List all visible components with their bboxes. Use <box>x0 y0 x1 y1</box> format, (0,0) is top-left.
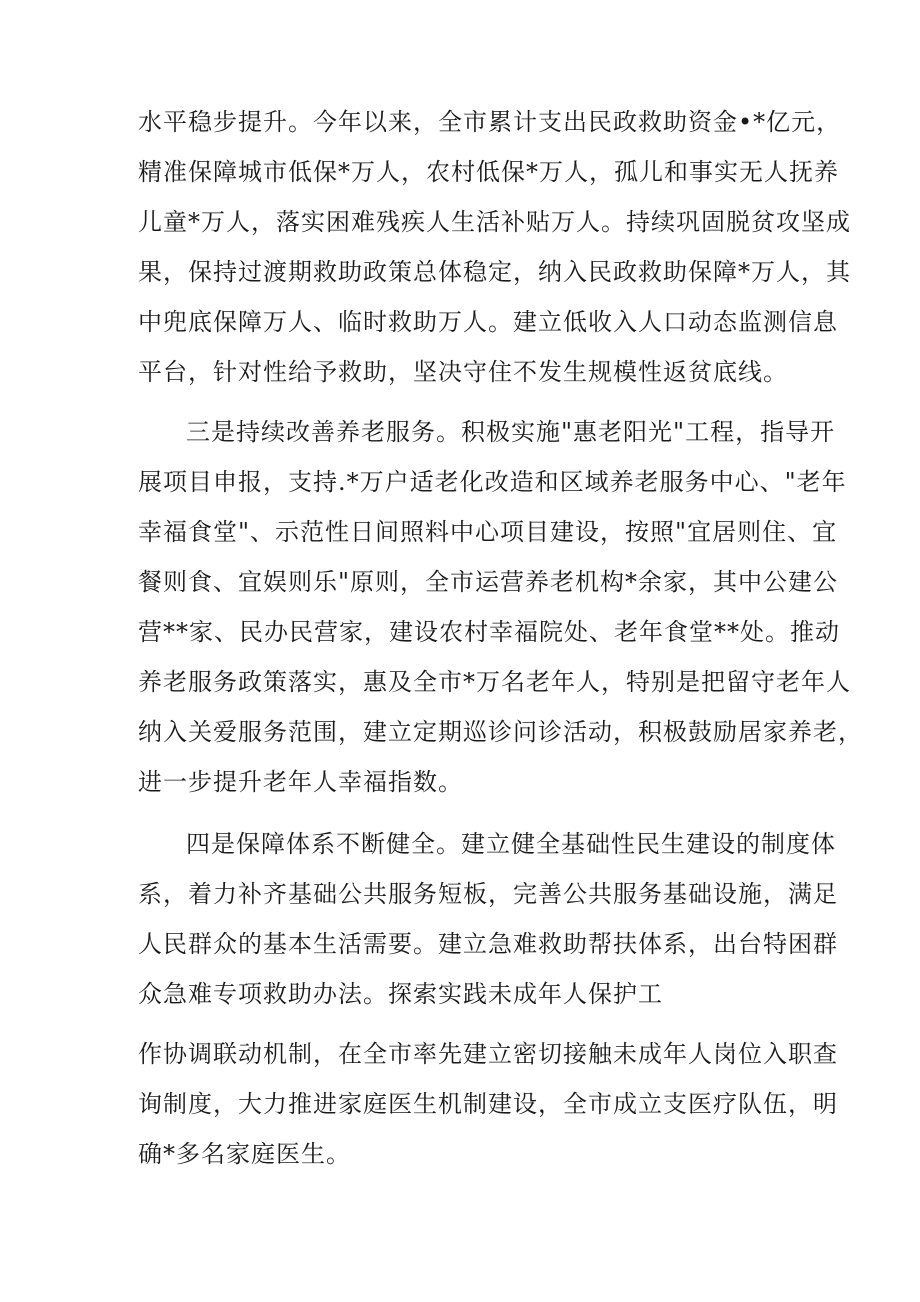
paragraph-2-line-7: 纳入关爱服务范围，建立定期巡诊问诊活动，积极鼓励居家养老， <box>138 718 863 746</box>
paragraph-2-line-4: 餐则食、宜娱则乐"原则，全市运营养老机构*余家，其中公建公 <box>138 568 839 596</box>
paragraph-2-line-1: 三是持续改善养老服务。积极实施"惠老阳光"工程，指导开 <box>186 418 836 446</box>
paragraph-3-line-2: 系，着力补齐基础公共服务短板，完善公共服务基础设施，满足 <box>138 880 838 908</box>
paragraph-4-line-1: 作协调联动机制，在全市率先建立密切接触未成年人岗位入职查 <box>138 1040 838 1068</box>
paragraph-2-line-5: 营**家、民办民营家，建设农村幸福院处、老年食堂**处。推动 <box>138 618 840 646</box>
paragraph-1-line-1: 水平稳步提升。今年以来，全市累计支出民政救助资金•*亿元， <box>138 108 842 136</box>
paragraph-1-line-4: 果，保持过渡期救助政策总体稳定，纳入民政救助保障*万人，其 <box>138 258 851 286</box>
paragraph-1-line-2: 精准保障城市低保*万人，农村低保*万人，孤儿和事实无人抚养 <box>138 158 839 186</box>
paragraph-2-line-3: 幸福食堂"、示范性日间照料中心项目建设，按照"宜居则住、宜 <box>138 518 838 546</box>
paragraph-4-line-2: 询制度，大力推进家庭医生机制建设，全市成立支医疗队伍，明 <box>138 1090 838 1118</box>
paragraph-4-line-3: 确*多名家庭医生。 <box>138 1140 351 1168</box>
paragraph-1-line-5: 中兜底保障万人、临时救助万人。建立低收入人口动态监测信息 <box>138 308 838 336</box>
paragraph-3-line-3: 人民群众的基本生活需要。建立急难救助帮扶体系，出台特困群 <box>138 930 838 958</box>
paragraph-2-line-6: 养老服务政策落实，惠及全市*万名老年人，特别是把留守老年人 <box>138 668 851 696</box>
paragraph-3-line-1: 四是保障体系不断健全。建立健全基础性民生建设的制度体 <box>186 830 836 858</box>
paragraph-2-line-2: 展项目申报，支持.*万户适老化改造和区域养老服务中心、"老年 <box>138 468 847 496</box>
paragraph-2-line-8: 进一步提升老年人幸福指数。 <box>138 768 463 796</box>
paragraph-1-line-3: 儿童*万人，落实困难残疾人生活补贴万人。持续巩固脱贫攻坚成 <box>138 208 851 236</box>
paragraph-1-line-6: 平台，针对性给予救助，坚决守住不发生规模性返贫底线。 <box>138 358 788 386</box>
paragraph-3-line-4: 众急难专项救助办法。探索实践未成年人保护工 <box>138 980 663 1008</box>
